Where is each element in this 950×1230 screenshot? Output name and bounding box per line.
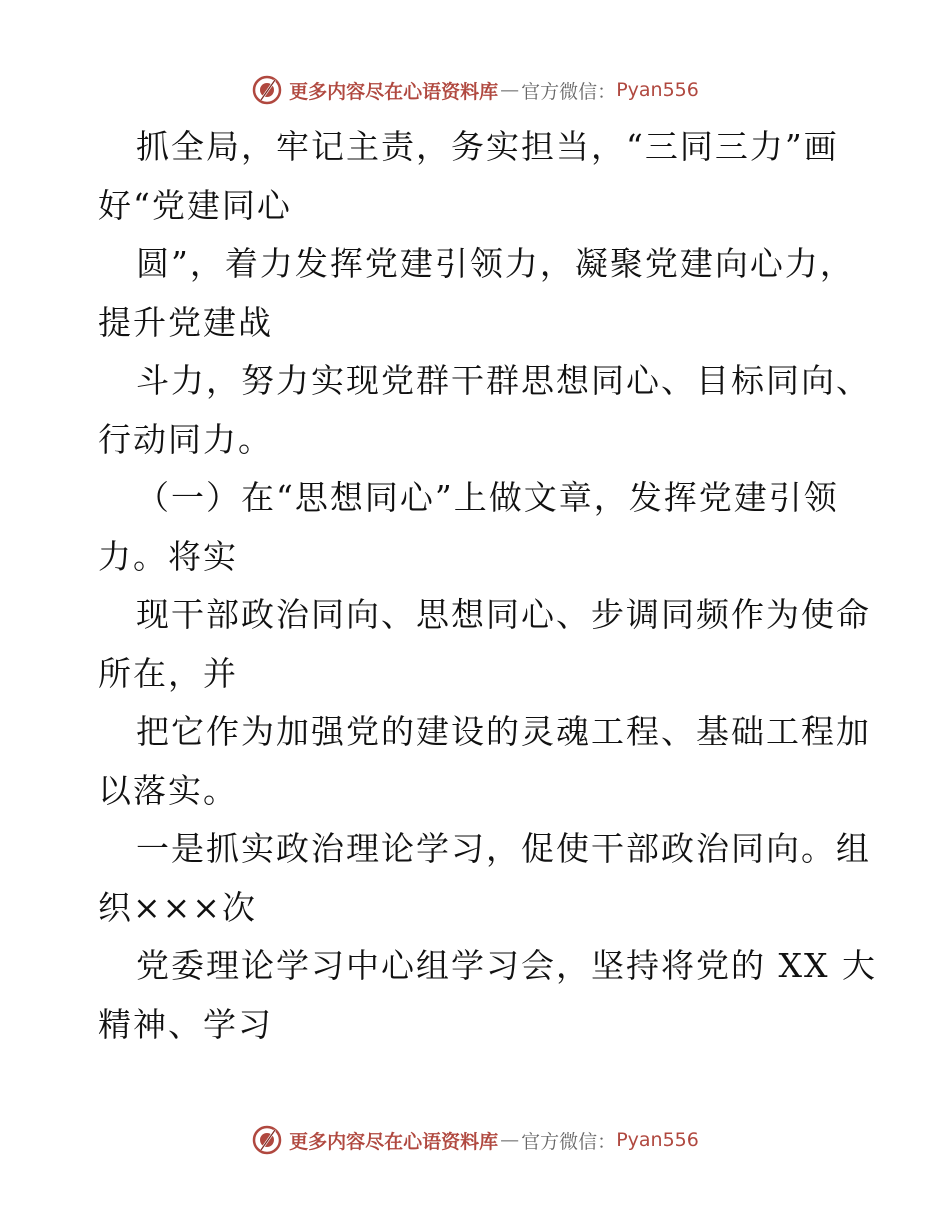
watermark-brand: 更多内容尽在心语资料库 <box>289 1130 499 1153</box>
watermark-label: 官方微信： <box>521 1130 617 1153</box>
watermark-label: 官方微信： <box>521 80 617 103</box>
body-line: 一是抓实政治理论学习，促使干部政治同向。组 <box>136 829 871 868</box>
body-line: 织×××次 <box>98 887 257 927</box>
body-line: 党委理论学习中心组学习会，坚持将党的 XX 大 <box>136 946 877 985</box>
body-line: 力。将实 <box>98 536 238 576</box>
body-line: 抓全局，牢记主责，务实担当，“三同三力”画 <box>136 127 839 166</box>
body-line: 行动同力。 <box>98 419 273 459</box>
body-line: 所在，并 <box>98 653 238 693</box>
footer-watermark <box>0 1120 950 1160</box>
watermark-id: Pyan556 <box>616 1129 699 1151</box>
body-line: （一）在“思想同心”上做文章，发挥党建引领 <box>136 478 839 517</box>
body-line: 提升党建战 <box>98 302 273 342</box>
body-line: 以落实。 <box>98 770 238 810</box>
brand-logo-icon <box>251 74 283 106</box>
watermark-brand: 更多内容尽在心语资料库 <box>289 80 499 103</box>
body-line: 把它作为加强党的建设的灵魂工程、基础工程加 <box>136 712 871 751</box>
watermark-separator: — <box>500 79 520 101</box>
header-watermark <box>0 70 950 110</box>
body-line: 现干部政治同向、思想同心、步调同频作为使命 <box>136 595 871 634</box>
body-line: 好“党建同心 <box>98 185 292 225</box>
document-body <box>98 118 877 1054</box>
watermark-separator: — <box>500 1129 520 1151</box>
body-line: 精神、学习 <box>98 1004 273 1044</box>
body-line: 斗力，努力实现党群干群思想同心、目标同向、 <box>136 361 871 400</box>
brand-logo-icon <box>251 1124 283 1156</box>
body-line: 圆”，着力发挥党建引领力，凝聚党建向心力， <box>136 244 855 283</box>
watermark-id: Pyan556 <box>616 79 699 101</box>
